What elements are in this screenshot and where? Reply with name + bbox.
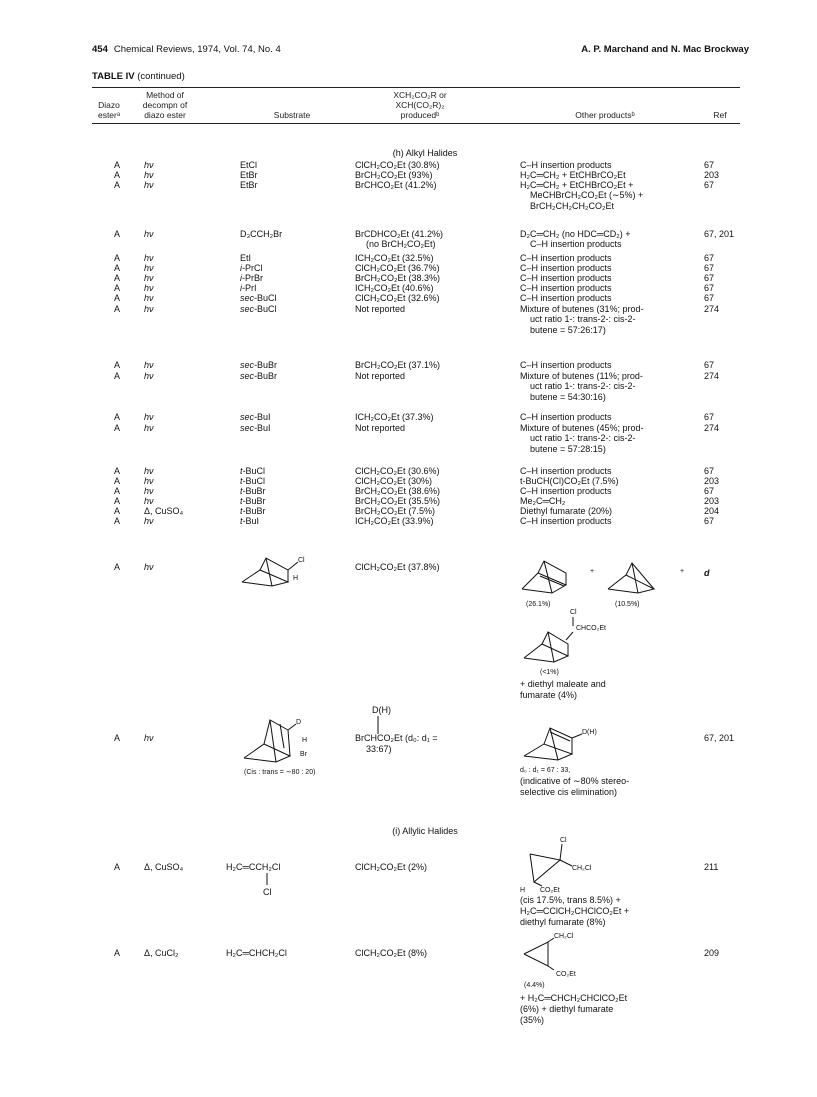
insertion-group-label: CHCO₂Et [576, 625, 606, 632]
substrate-br-label: Br [300, 751, 307, 758]
allyl1-other-line-3: diethyl fumarate (8%) [520, 917, 606, 927]
row-other-products: Mixture of butenes (11%; prod- [520, 371, 643, 381]
row-method: hν [144, 293, 154, 303]
row-method: hν [144, 466, 154, 476]
row-method: hν [144, 180, 154, 190]
alkyl-prefix: t- [240, 466, 246, 476]
alkyl-halide: BuCl [245, 476, 266, 486]
row-produced: Not reported [355, 371, 406, 381]
row-ref: 67 [704, 283, 715, 293]
allyl1-diazo: A [113, 862, 120, 872]
insertion-product-structure [520, 606, 630, 666]
deuterio-diazo: A [113, 733, 120, 743]
row-other-products: butene = 57:26:17) [530, 324, 606, 335]
alkyl-halide: PrBr [245, 273, 263, 283]
row-produced: ClCH₂CO₂Et (32.6%) [355, 293, 440, 303]
col-header-produced: XCH₂CO₂R or XCH(CO₂R)₂ producedᵇ [393, 90, 447, 120]
cyclopropane-h-label: H [520, 887, 526, 894]
allyl1-other-line-2: H₂C═CClCH₂CHClCO₂Et + [520, 906, 630, 916]
norbornyl-method: hν [144, 562, 154, 572]
cyclopropane-co2et-label: CO₂Et [540, 887, 560, 894]
substrate-h-label: H [302, 737, 308, 744]
norbornene-and-nortricyclene-products [520, 555, 700, 600]
row-ref: 67 [704, 360, 715, 370]
row-other-products: butene = 54:30:16) [530, 391, 606, 402]
row-produced: BrCH₂CO₂Et (37.1%) [355, 360, 441, 370]
row-diazo-ester: A [113, 160, 120, 170]
alkyl-halide: BuI [257, 412, 271, 422]
col-header-other-products: Other productsᵇ [575, 110, 635, 120]
product-yield-2: (10.5%) [615, 601, 640, 608]
row-other-products: Mixture of butenes (31%; prod- [520, 304, 644, 314]
row-substrate [240, 283, 257, 293]
alkyl-prefix: t- [240, 476, 246, 486]
allyl2-other-line-1: + H₂C═CHCH₂CHClCO₂Et [520, 993, 628, 1003]
deuterio-ref: 67, 201 [704, 733, 735, 743]
row-diazo-ester: A [113, 263, 120, 273]
row-produced: ICH₂CO₂Et (32.5%) [355, 253, 434, 263]
row-substrate [240, 273, 263, 283]
row-diazo-ester: A [113, 412, 120, 422]
product-dh-label: D(H) [582, 729, 597, 736]
product-yield-1: (26.1%) [526, 601, 551, 608]
allyl2-substrate: H₂C═CHCH₂Cl [226, 948, 287, 958]
norbornyl-produced: ClCH₂CO₂Et (37.8%) [355, 562, 440, 572]
row-substrate [240, 360, 277, 370]
plus-sign-1: + [590, 568, 595, 575]
running-header-left [92, 44, 281, 55]
norbornyl-extra-line-1: + diethyl maleate and [520, 679, 606, 689]
row-diazo-ester: A [113, 466, 120, 476]
row-diazo-ester: A [113, 304, 120, 314]
substrate-cis-trans-ratio: (Cis : trans = ∼80 : 20) [244, 769, 316, 776]
row-ref: 67 [704, 263, 715, 273]
alkyl-halide: BuI [257, 423, 271, 433]
row-other-products: C–H insertion products [520, 160, 612, 170]
substrate-d-label: D [296, 719, 302, 726]
deuterio-produced-line-2: 33:67) [366, 744, 392, 754]
row-produced: (no BrCH₂CO₂Et) [366, 239, 436, 250]
row-substrate [240, 263, 263, 273]
row-substrate [240, 516, 259, 526]
row-ref: 67 [704, 486, 715, 496]
section-alkyl-halides: (h) Alkyl Halides [392, 148, 458, 158]
row-method: hν [144, 516, 154, 526]
row-other-products: C–H insertion products [520, 466, 612, 476]
alkyl-prefix: t- [240, 486, 246, 496]
allyl2-diazo: A [113, 948, 120, 958]
row-substrate: EtBr [240, 180, 258, 190]
insertion-cl-label: Cl [570, 609, 577, 616]
table-continued: (continued) [137, 71, 185, 82]
row-substrate: EtI [240, 253, 252, 263]
row-diazo-ester: A [113, 486, 120, 496]
row-substrate [240, 476, 265, 486]
row-other-products: C–H insertion products [520, 486, 612, 496]
row-diazo-ester: A [113, 253, 120, 263]
row-method: hν [144, 423, 154, 433]
alkyl-halide: BuBr [245, 496, 266, 506]
row-other-products: H₂C═CH₂ + EtCHBrCO₂Et [520, 170, 626, 180]
row-diazo-ester: A [113, 229, 120, 239]
insertion-yield: (<1%) [540, 669, 559, 676]
row-method: hν [144, 253, 154, 263]
row-produced: BrCH₂CO₂Et (38.3%) [355, 273, 441, 283]
allyl1-substrate-bond [264, 873, 270, 887]
alkyl-halide: BuBr [245, 486, 266, 496]
row-ref: 67, 201 [704, 229, 735, 239]
cyclopropane2-ch2cl-label: CH₂Cl [554, 933, 574, 940]
alkyl-halide: PrI [245, 283, 257, 293]
row-substrate [240, 486, 266, 496]
row-method: hν [144, 412, 154, 422]
col-header-diazo: Diazo esterᵃ [97, 100, 121, 120]
alkyl-halide: BuCl [257, 293, 277, 303]
allyl1-other-line-1: (cis 17.5%, trans 8.5%) + [520, 895, 621, 905]
row-other-products: BrCH₂CH₂CH₂CO₂Et [530, 200, 614, 211]
row-other-products: Mixture of butenes (45%; prod- [520, 423, 644, 433]
row-other-products: H₂C═CH₂ + EtCHBrCO₂Et + [520, 180, 634, 190]
row-ref: 203 [704, 170, 720, 180]
row-other-products: uct ratio 1-: trans-2-: cis-2- [530, 433, 636, 444]
table-label: TABLE IV [92, 71, 135, 82]
row-ref: 203 [704, 496, 720, 506]
row-method: hν [144, 263, 154, 273]
alkyl-prefix: i- [240, 283, 245, 293]
row-diazo-ester: A [113, 180, 120, 190]
alkyl-prefix: t- [240, 506, 246, 516]
row-diazo-ester: A [113, 371, 120, 381]
row-substrate [240, 293, 277, 303]
allyl1-method: Δ, CuSO₄ [144, 862, 184, 872]
page-number: 454 [92, 44, 108, 55]
alkyl-prefix: sec- [240, 371, 258, 381]
norbornyl-diazo: A [113, 562, 120, 572]
alkyl-halide: BuCl [257, 304, 277, 314]
col-header-method: Method of decompn of diazo ester [142, 90, 188, 120]
row-ref: 67 [704, 412, 715, 422]
norbornyl-chloride-structure [238, 550, 318, 590]
row-other-products: uct ratio 1-: trans-2-: cis-2- [530, 314, 636, 325]
row-produced: ICH₂CO₂Et (37.3%) [355, 412, 434, 422]
row-other-products: Me₂C═CH₂ [520, 496, 566, 506]
norbornyl-h-label: H [293, 575, 299, 582]
row-substrate [240, 423, 271, 433]
row-other-products: uct ratio 1-: trans-2-: cis-2- [530, 381, 636, 392]
row-method: hν [144, 476, 154, 486]
row-substrate [240, 466, 265, 476]
deuterio-note-line-1: (indicative of ∼80% stereo- [520, 776, 630, 786]
row-diazo-ester: A [113, 423, 120, 433]
alkyl-halide: BuBr [257, 371, 278, 381]
row-produced: ICH₂CO₂Et (33.9%) [355, 516, 434, 526]
deuterio-method: hν [144, 733, 154, 743]
row-ref: 67 [704, 466, 715, 476]
row-diazo-ester: A [113, 170, 120, 180]
row-method: hν [144, 496, 154, 506]
row-other-products: C–H insertion products [520, 293, 612, 303]
row-other-products: C–H insertion products [520, 253, 612, 263]
allyl2-other-line-2: (6%) + diethyl fumarate [520, 1004, 614, 1014]
row-substrate [240, 371, 277, 381]
row-other-products: Diethyl fumarate (20%) [520, 506, 613, 516]
chloromethyl-cyclopropane-product-structure [520, 928, 620, 978]
row-method: hν [144, 360, 154, 370]
allyl1-ref: 211 [704, 862, 719, 872]
plus-sign-2: + [680, 568, 685, 575]
alkyl-halide: PrCl [245, 263, 263, 273]
row-diazo-ester: A [113, 496, 120, 506]
alkyl-halide: BuCl [245, 466, 266, 476]
row-produced: ClCH₂CO₂Et (30.6%) [355, 466, 440, 476]
row-substrate: EtBr [240, 170, 258, 180]
row-other-products: t-BuCH(Cl)CO₂Et (7.5%) [520, 476, 619, 486]
row-produced: Not reported [355, 423, 406, 433]
deuterio-note-line-2: selective cis elimination) [520, 787, 618, 797]
alkyl-prefix: sec- [240, 360, 258, 370]
bicyclooctene-product-structure [520, 722, 620, 762]
allyl2-method: Δ, CuCl₂ [144, 948, 179, 958]
alkyl-prefix: sec- [240, 304, 258, 314]
allyl1-substrate-cl: Cl [263, 887, 272, 897]
row-produced: BrCH₂CO₂Et (93%) [355, 170, 433, 180]
cyclopropane-cl-label: Cl [560, 837, 567, 844]
row-method: hν [144, 170, 154, 180]
row-produced: BrCHCO₂Et (41.2%) [355, 180, 437, 190]
deuterio-produced-line-1: BrCHCO₂Et (d₀: d₁ = [355, 733, 438, 743]
row-produced: BrCH₂CO₂Et (7.5%) [355, 506, 435, 516]
section-allylic-halides: (i) Allylic Halides [392, 826, 458, 836]
row-diazo-ester: A [113, 506, 120, 516]
allyl2-produced: ClCH₂CO₂Et (8%) [355, 948, 427, 958]
alkyl-halide: BuI [245, 516, 260, 526]
row-method: Δ, CuSO₄ [144, 506, 184, 516]
alkyl-halide: BuBr [257, 360, 278, 370]
alkyl-halide: BuBr [245, 506, 266, 516]
row-other-products: C–H insertion products [520, 360, 612, 370]
row-substrate [240, 506, 266, 516]
allyl2-cyclopropane-yield: (4.4%) [524, 982, 545, 989]
row-ref: 274 [704, 423, 720, 433]
row-other-products: C–H insertion products [520, 412, 612, 422]
cyclopropane-ch2cl-label: CH₂Cl [572, 865, 592, 872]
row-substrate [240, 412, 271, 422]
row-diazo-ester: A [113, 360, 120, 370]
alkyl-prefix: i- [240, 273, 245, 283]
row-substrate [240, 496, 266, 506]
allyl2-ref: 209 [704, 948, 720, 958]
row-other-products: C–H insertion products [520, 516, 612, 526]
deuterio-produced-top: D(H) [372, 705, 391, 715]
alkyl-prefix: sec- [240, 423, 258, 433]
row-ref: 67 [704, 253, 715, 263]
row-diazo-ester: A [113, 476, 120, 486]
running-header-authors: A. P. Marchand and N. Mac Brockway [581, 44, 749, 55]
row-diazo-ester: A [113, 516, 120, 526]
alkyl-prefix: sec- [240, 293, 258, 303]
row-method: hν [144, 371, 154, 381]
row-ref: 204 [704, 506, 720, 516]
row-ref: 67 [704, 516, 715, 526]
alkyl-prefix: t- [240, 516, 246, 526]
row-ref: 67 [704, 293, 715, 303]
alkyl-prefix: i- [240, 263, 245, 273]
norbornyl-cl-label: Cl [298, 557, 305, 564]
row-other-products: MeCHBrCH₂CO₂Et (∼5%) + [530, 190, 644, 201]
row-produced: ClCH₂CO₂Et (36.7%) [355, 263, 440, 273]
row-other-products: C–H insertion products [520, 263, 612, 273]
row-other-products: C–H insertion products [520, 283, 612, 293]
cyclopropane2-co2et-label: CO₂Et [556, 971, 576, 978]
row-ref: 274 [704, 371, 720, 381]
row-substrate [240, 304, 277, 314]
row-diazo-ester: A [113, 273, 120, 283]
alkyl-prefix: t- [240, 496, 246, 506]
row-diazo-ester: A [113, 293, 120, 303]
col-header-substrate: Substrate [273, 110, 311, 120]
row-method: hν [144, 283, 154, 293]
row-ref: 274 [704, 304, 720, 314]
row-produced: Not reported [355, 304, 406, 314]
row-substrate: D₃CCH₂Br [240, 229, 283, 239]
table-top-rule [92, 87, 740, 88]
row-produced: ClCH₂CO₂Et (30.8%) [355, 160, 440, 170]
row-produced: BrCH₂CO₂Et (38.6%) [355, 486, 441, 496]
row-other-products: butene = 57:28:15) [530, 443, 606, 454]
allyl1-substrate: H₂C═CCH₂Cl [226, 862, 281, 872]
allyl1-produced: ClCH₂CO₂Et (2%) [355, 862, 427, 872]
bicyclooctyl-bromide-structure [240, 712, 330, 768]
row-method: hν [144, 229, 154, 239]
norbornyl-ref: d [704, 568, 710, 578]
row-other-products: C–H insertion products [520, 273, 612, 283]
row-diazo-ester: A [113, 283, 120, 293]
row-substrate: EtCl [240, 160, 258, 170]
table-header-rule [92, 123, 740, 124]
row-produced: BrCH₂CO₂Et (35.5%) [355, 496, 441, 506]
row-method: hν [144, 304, 154, 314]
row-ref: 203 [704, 476, 720, 486]
row-produced: BrCDHCO₂Et (41.2%) [355, 229, 444, 239]
row-method: hν [144, 486, 154, 496]
row-other-products: D₂C═CH₂ (no HDC═CD₂) + [520, 229, 631, 239]
row-produced: ClCH₂CO₂Et (30%) [355, 476, 432, 486]
row-produced: ICH₂CO₂Et (40.6%) [355, 283, 434, 293]
row-other-products: C–H insertion products [530, 239, 622, 250]
journal-citation: Chemical Reviews, 1974, Vol. 74, No. 4 [113, 44, 281, 55]
row-method: hν [144, 160, 154, 170]
alkyl-prefix: sec- [240, 412, 258, 422]
deuterio-ratio: d₀ : d₁ = 67 : 33, [520, 767, 571, 774]
chloro-cyclopropane-product-structure [520, 832, 630, 894]
row-ref: 67 [704, 180, 715, 190]
row-ref: 67 [704, 273, 715, 283]
table-title [92, 71, 185, 82]
norbornyl-extra-line-2: fumarate (4%) [520, 690, 578, 700]
allyl2-other-line-3: (35%) [520, 1015, 545, 1025]
col-header-ref: Ref [713, 110, 727, 120]
row-ref: 67 [704, 160, 715, 170]
row-method: hν [144, 273, 154, 283]
